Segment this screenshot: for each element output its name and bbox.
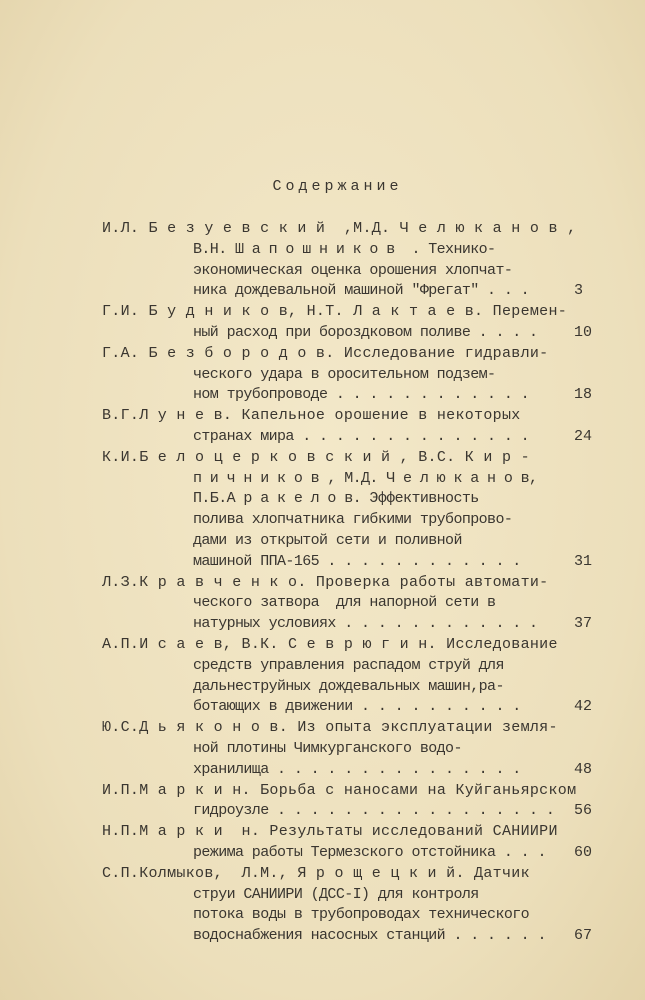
toc-line — [102, 510, 622, 531]
toc-line — [102, 781, 622, 802]
toc-line — [102, 739, 622, 760]
table-of-contents — [102, 219, 622, 947]
toc-line-text: Г.А. Б е з б о р о д о в. Исследование гидравли- — [102, 344, 549, 362]
toc-line-text: Г.И. Б у д н и к о в, Н.Т. Л а к т а е в. Перемен- — [102, 303, 568, 321]
page-number: 60 — [574, 843, 593, 861]
toc-line-text: экономическая оценка орошения хлопчат- — [193, 261, 513, 279]
toc-line-text: ный расход при бороздковом поливе . . . . — [193, 323, 538, 341]
toc-line-text: п и ч н и к о в , М.Д. Ч е л ю к а н о в, — [193, 469, 538, 487]
toc-line — [102, 885, 622, 906]
toc-line-text: И.Л. Б е з у е в с к и й ,М.Д. Ч е л ю к а н о в , — [102, 220, 577, 237]
page-number: 31 — [574, 552, 593, 570]
toc-line — [102, 261, 622, 282]
toc-line-text: хранилища . . . . . . . . . . . . . . . — [193, 760, 521, 778]
toc-line-text: А.П.И с а е в, В.К. С е в р ю г и н. Исследование — [102, 635, 558, 653]
toc-line — [102, 427, 622, 448]
toc-line — [102, 489, 622, 510]
page-title: Содержание — [272, 178, 403, 195]
toc-line-text: странах мира . . . . . . . . . . . . . . — [193, 427, 530, 445]
toc-line — [102, 323, 622, 344]
toc-line-text: полива хлопчатника гибкими трубопрово- — [193, 511, 513, 529]
toc-line — [102, 718, 622, 739]
toc-line — [102, 406, 622, 427]
toc-line-text: П.Б.А р а к е л о в. Эффективность — [193, 490, 479, 508]
page-number: 24 — [574, 427, 593, 445]
toc-line-text: Ю.С.Д ь я к о н о в. Из опыта эксплуатации земля- — [102, 719, 558, 737]
toc-line — [102, 801, 622, 822]
toc-line — [102, 843, 622, 864]
toc-line — [102, 573, 622, 594]
toc-line-text: гидроузле . . . . . . . . . . . . . . . . . — [193, 802, 555, 820]
toc-line-text: ной плотины Чимкурганского водо- — [193, 739, 462, 757]
toc-line — [102, 448, 622, 469]
toc-line — [102, 697, 622, 718]
toc-line — [102, 822, 622, 843]
toc-line-text: ческого удара в оросительном подзем- — [193, 365, 496, 383]
page-number: 56 — [574, 802, 593, 820]
toc-line — [102, 677, 622, 698]
toc-line-text: В.Н. Ш а п о ш н и к о в . Технико- — [193, 240, 496, 258]
toc-line-text: средств управления распадом струй для — [193, 656, 504, 674]
toc-line-text: С.П.Колмыков, Л.М., Я р о щ е ц к и й. Датчик — [102, 864, 530, 882]
toc-line — [102, 905, 622, 926]
toc-line — [102, 635, 622, 656]
toc-line-text: ботающих в движении . . . . . . . . . . — [193, 698, 521, 716]
toc-line-text: дальнеструйных дождевальных машин,ра- — [193, 677, 504, 695]
toc-line-text: В.Г.Л у н е в. Капельное орошение в некоторых — [102, 407, 521, 425]
toc-line — [102, 531, 622, 552]
page-number: 37 — [574, 615, 593, 633]
toc-line-text: ном трубопроводе . . . . . . . . . . . . — [193, 386, 530, 404]
toc-line — [102, 552, 622, 573]
toc-line-text: режима работы Термезского отстойника . . . — [193, 843, 546, 861]
toc-line-text: Л.З.К р а в ч е н к о. Проверка работы автомати- — [102, 573, 549, 591]
toc-line — [102, 240, 622, 261]
toc-line-text: ника дождевальной машиной "Фрегат" . . . — [193, 282, 530, 300]
toc-line — [102, 365, 622, 386]
toc-line-text: И.П.М а р к и н. Борьба с наносами на Куйганьярском — [102, 781, 577, 799]
toc-line — [102, 864, 622, 885]
page-number: 67 — [574, 927, 593, 945]
toc-line-text: водоснабжения насосных станций . . . . . . — [193, 927, 546, 945]
toc-line — [102, 926, 622, 947]
toc-line-text: струи САНИИРИ (ДСС-I) для контроля — [193, 885, 479, 903]
toc-line — [102, 281, 622, 302]
toc-line-text: Н.П.М а р к и н. Результаты исследований САНИИРИ — [102, 823, 558, 841]
page-number: 42 — [574, 698, 593, 716]
toc-line — [102, 219, 622, 240]
page-number: 10 — [574, 323, 593, 341]
toc-line — [102, 469, 622, 490]
toc-line — [102, 760, 622, 781]
page-number: 3 — [574, 282, 584, 300]
toc-line — [102, 344, 622, 365]
toc-line — [102, 302, 622, 323]
page-number: 18 — [574, 386, 593, 404]
toc-line-text: машиной ППА-165 . . . . . . . . . . . . — [193, 552, 521, 570]
toc-line-text: потока воды в трубопроводах технического — [193, 906, 530, 924]
toc-line — [102, 593, 622, 614]
toc-line — [102, 656, 622, 677]
toc-line — [102, 385, 622, 406]
toc-line-text: натурных условиях . . . . . . . . . . . . — [193, 615, 538, 633]
page-number: 48 — [574, 760, 593, 778]
toc-line-text: ческого затвора для напорной сети в — [193, 594, 496, 612]
toc-line-text: дами из открытой сети и поливной — [193, 531, 462, 549]
toc-line — [102, 614, 622, 635]
toc-line-text: К.И.Б е л о ц е р к о в с к и й , В.С. К и р - — [102, 448, 530, 466]
